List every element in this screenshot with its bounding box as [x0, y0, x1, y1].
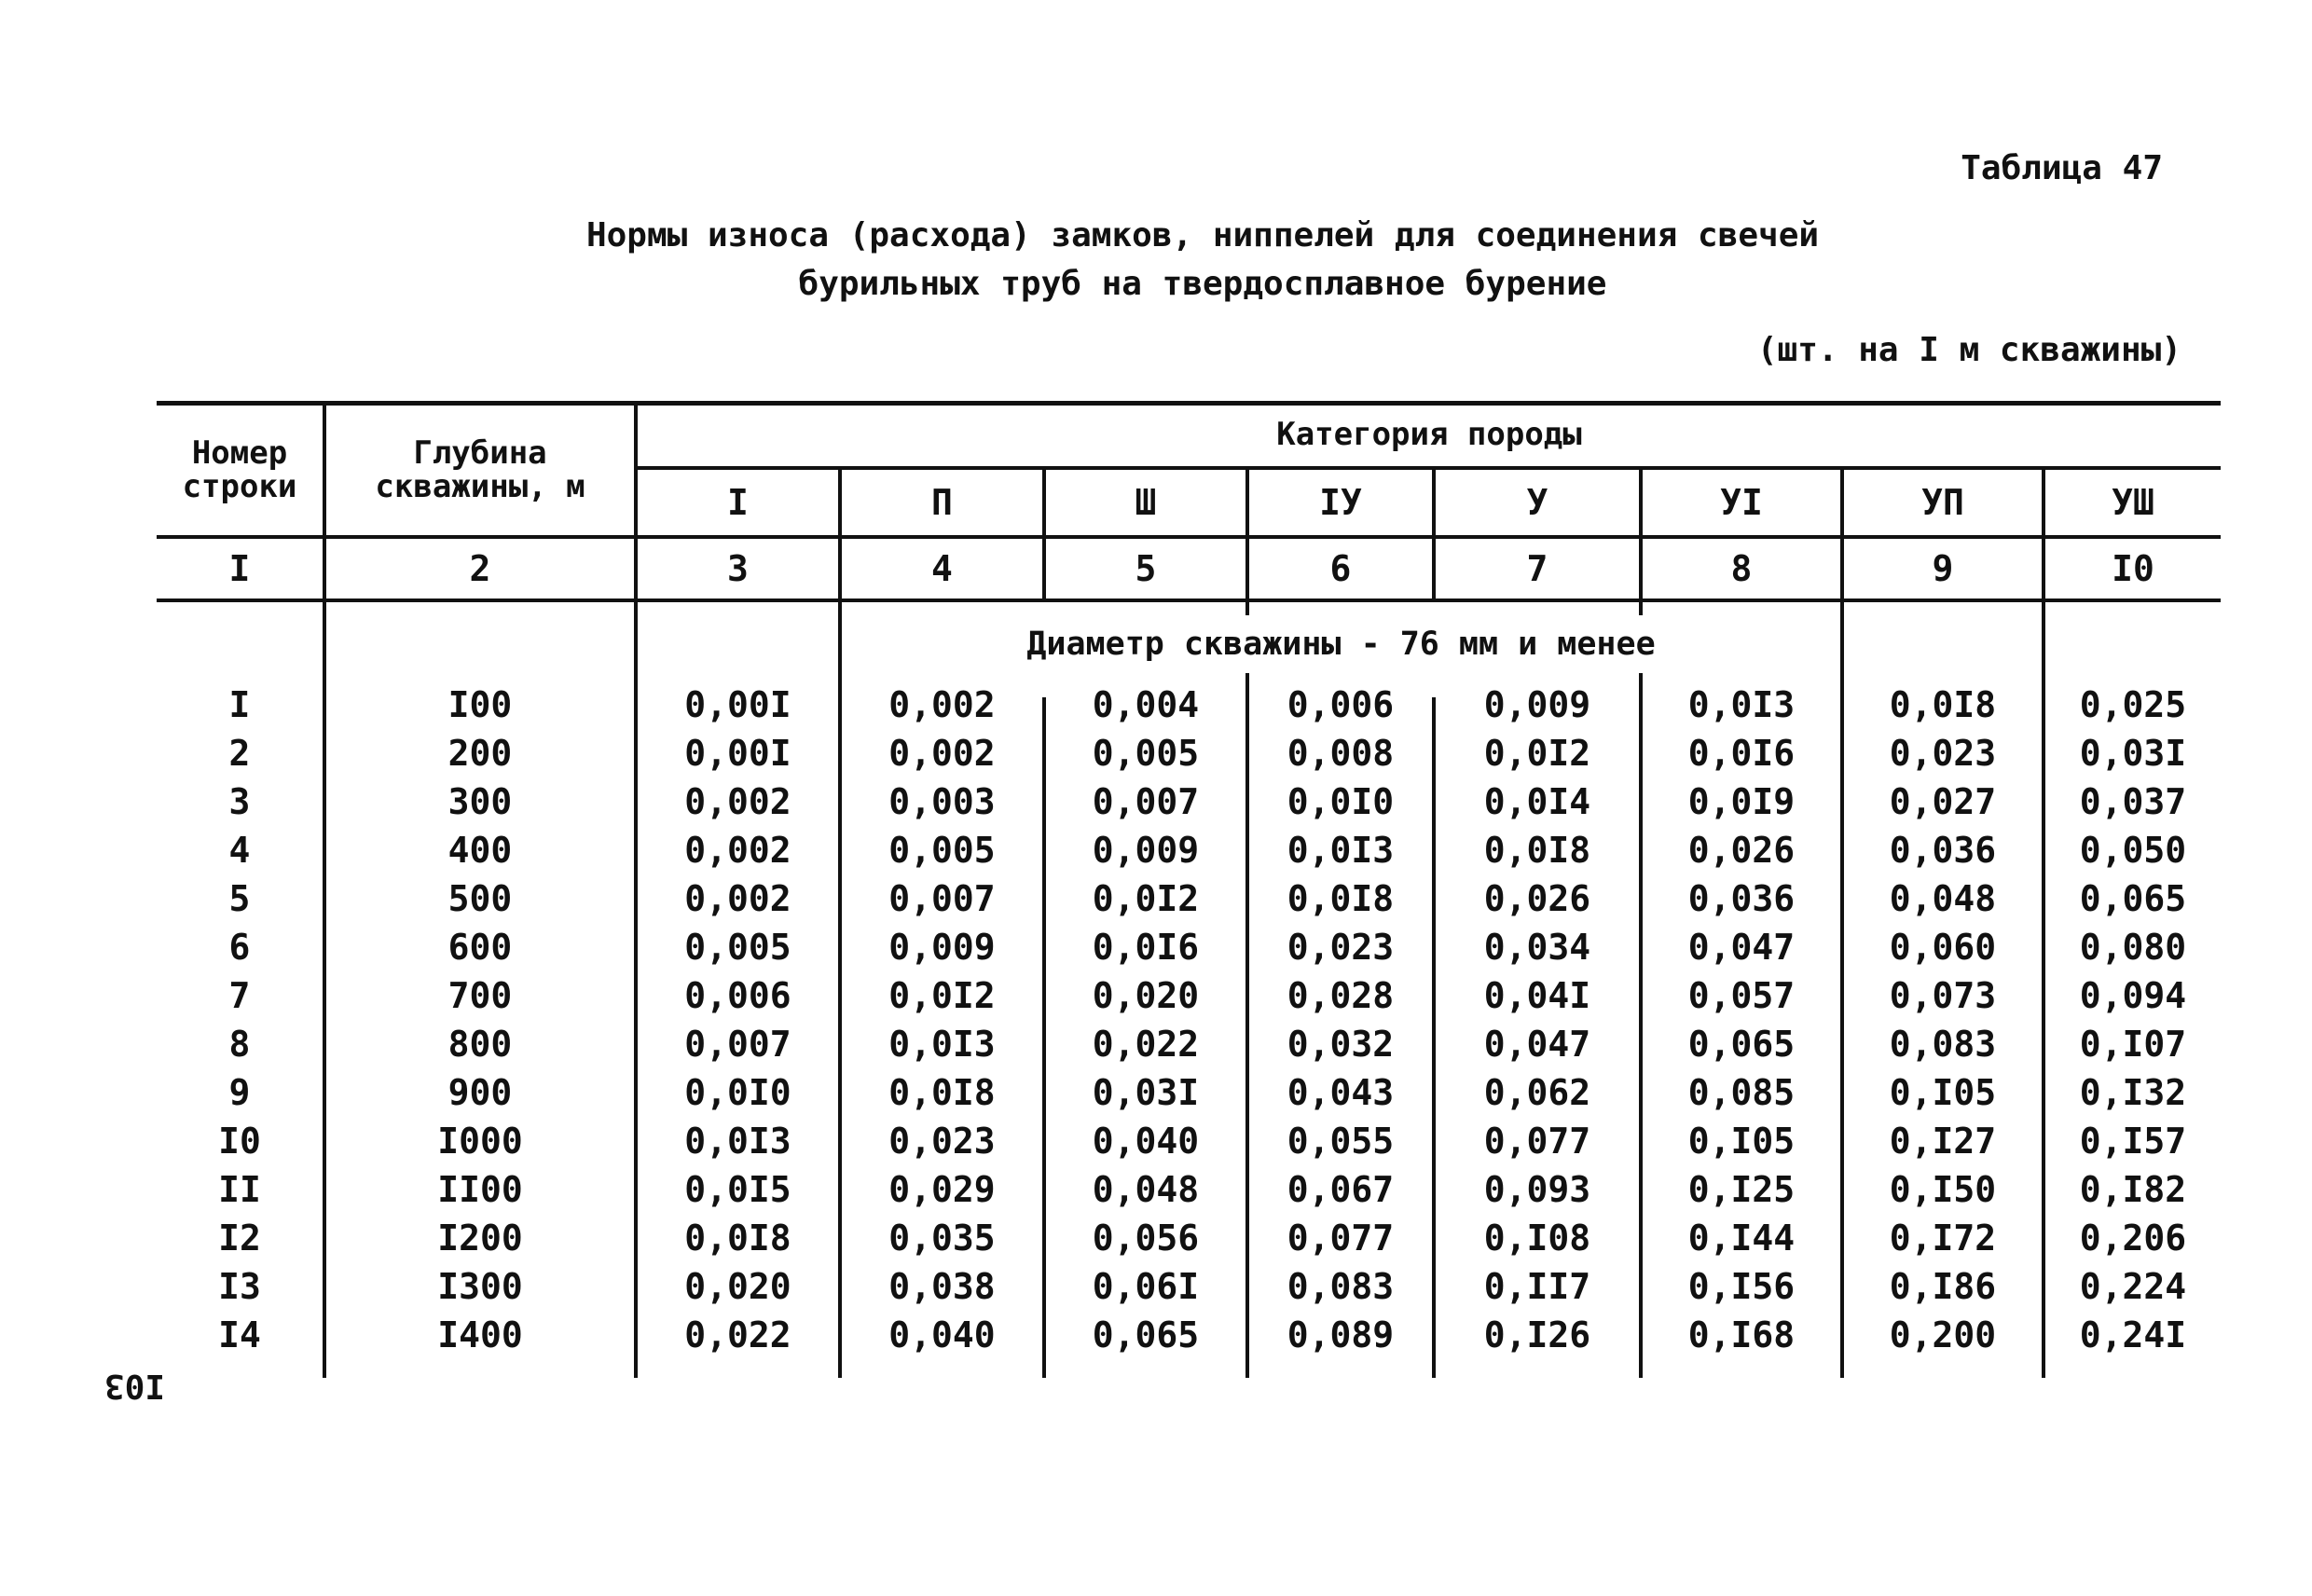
- wear-value-cell: 0,047: [1483, 1024, 1591, 1065]
- wear-value-cell: 0,03I: [2079, 733, 2187, 774]
- wear-value-cell: 0,06I: [1092, 1266, 1200, 1307]
- wear-value-cell: 0,0I2: [888, 975, 996, 1016]
- wear-value-cell: 0,I25: [1687, 1169, 1796, 1210]
- wear-value-cell: 0,I50: [1889, 1169, 1997, 1210]
- rock-category-header: Категория породы: [1276, 416, 1582, 453]
- wear-value-cell: 0,I05: [1687, 1121, 1796, 1162]
- wear-value-cell: 0,043: [1287, 1072, 1395, 1113]
- wear-value-cell: 0,002: [684, 781, 791, 822]
- wear-value-cell: 0,035: [888, 1218, 996, 1259]
- wear-value-cell: 0,0I2: [1092, 878, 1200, 919]
- row-number-cell: 8: [228, 1024, 251, 1065]
- column-number-6: 6: [1329, 548, 1352, 589]
- wear-value-cell: 0,073: [1889, 975, 1997, 1016]
- wear-value-cell: 0,0I3: [684, 1121, 791, 1162]
- wear-value-cell: 0,0I8: [1287, 878, 1395, 919]
- row-number-cell: 6: [228, 927, 251, 968]
- depth-cell: I400: [437, 1314, 523, 1355]
- depth-cell: I00: [447, 684, 513, 725]
- wear-value-cell: 0,026: [1483, 878, 1591, 919]
- wear-value-cell: 0,206: [2079, 1218, 2187, 1259]
- wear-value-cell: 0,055: [1287, 1121, 1395, 1162]
- row-number-cell: II: [218, 1169, 261, 1210]
- wear-value-cell: 0,I56: [1687, 1266, 1796, 1307]
- wear-value-cell: 0,0I3: [1287, 830, 1395, 871]
- depth-cell: 400: [447, 830, 513, 871]
- wear-value-cell: 0,0I6: [1687, 733, 1796, 774]
- wear-value-cell: 0,027: [1889, 781, 1997, 822]
- wear-value-cell: 0,I44: [1687, 1218, 1796, 1259]
- depth-cell: 500: [447, 878, 513, 919]
- wear-value-cell: 0,025: [2079, 684, 2187, 725]
- wear-value-cell: 0,I27: [1889, 1121, 1997, 1162]
- wear-value-cell: 0,007: [888, 878, 996, 919]
- wear-value-cell: 0,048: [1092, 1169, 1200, 1210]
- wear-value-cell: 0,0I8: [684, 1218, 791, 1259]
- wear-value-cell: 0,028: [1287, 975, 1395, 1016]
- row-number-cell: I2: [218, 1218, 261, 1259]
- document-title-line-2: бурильных труб на твердосплавное бурение: [798, 265, 1607, 303]
- wear-value-cell: 0,040: [1092, 1121, 1200, 1162]
- depth-cell: 900: [447, 1072, 513, 1113]
- wear-value-cell: 0,0I5: [684, 1169, 791, 1210]
- depth-header: Глубина скважины, м: [375, 434, 585, 505]
- wear-value-cell: 0,0I2: [1483, 733, 1591, 774]
- wear-value-cell: 0,003: [888, 781, 996, 822]
- row-number-cell: 4: [228, 830, 251, 871]
- wear-value-cell: 0,026: [1687, 830, 1796, 871]
- wear-value-cell: 0,00I: [684, 684, 791, 725]
- wear-value-cell: 0,224: [2079, 1266, 2187, 1307]
- wear-value-cell: 0,002: [888, 733, 996, 774]
- row-number-cell: I: [228, 684, 251, 725]
- wear-value-cell: 0,023: [1889, 733, 1997, 774]
- wear-value-cell: 0,007: [684, 1024, 791, 1065]
- units-note: (шт. на I м скважины): [1756, 331, 2181, 369]
- wear-value-cell: 0,034: [1483, 927, 1591, 968]
- depth-cell: II00: [437, 1169, 523, 1210]
- category-header-viii: УШ: [2112, 482, 2154, 523]
- wear-value-cell: 0,040: [888, 1314, 996, 1355]
- wear-value-cell: 0,005: [888, 830, 996, 871]
- wear-value-cell: 0,002: [684, 830, 791, 871]
- wear-value-cell: 0,065: [1092, 1314, 1200, 1355]
- wear-value-cell: 0,094: [2079, 975, 2187, 1016]
- wear-value-cell: 0,008: [1287, 733, 1395, 774]
- wear-value-cell: 0,009: [1483, 684, 1591, 725]
- page-number: I03: [104, 1367, 166, 1405]
- wear-value-cell: 0,062: [1483, 1072, 1591, 1113]
- wear-value-cell: 0,048: [1889, 878, 1997, 919]
- wear-value-cell: 0,085: [1687, 1072, 1796, 1113]
- column-number-5: 5: [1135, 548, 1157, 589]
- wear-value-cell: 0,056: [1092, 1218, 1200, 1259]
- depth-cell: 200: [447, 733, 513, 774]
- wear-value-cell: 0,036: [1889, 830, 1997, 871]
- category-header-v: У: [1526, 482, 1548, 523]
- wear-value-cell: 0,03I: [1092, 1072, 1200, 1113]
- wear-value-cell: 0,023: [1287, 927, 1395, 968]
- row-number-cell: 5: [228, 878, 251, 919]
- wear-value-cell: 0,0I0: [1287, 781, 1395, 822]
- row-number-cell: 7: [228, 975, 251, 1016]
- wear-value-cell: 0,022: [684, 1314, 791, 1355]
- wear-value-cell: 0,I08: [1483, 1218, 1591, 1259]
- wear-value-cell: 0,II7: [1483, 1266, 1591, 1307]
- wear-value-cell: 0,006: [684, 975, 791, 1016]
- wear-value-cell: 0,0I8: [888, 1072, 996, 1113]
- diameter-section-title: Диаметр скважины - 76 мм и менее: [842, 615, 1840, 673]
- wear-value-cell: 0,002: [888, 684, 996, 725]
- depth-cell: 300: [447, 781, 513, 822]
- wear-value-cell: 0,005: [684, 927, 791, 968]
- wear-value-cell: 0,I26: [1483, 1314, 1591, 1355]
- wear-value-cell: 0,083: [1287, 1266, 1395, 1307]
- row-number-cell: 3: [228, 781, 251, 822]
- wear-value-cell: 0,I86: [1889, 1266, 1997, 1307]
- wear-value-cell: 0,0I8: [1889, 684, 1997, 725]
- wear-value-cell: 0,093: [1483, 1169, 1591, 1210]
- column-number-2: 2: [469, 548, 491, 589]
- depth-cell: 800: [447, 1024, 513, 1065]
- column-number-bottom-border: [157, 598, 2221, 602]
- wear-value-cell: 0,037: [2079, 781, 2187, 822]
- wear-value-cell: 0,089: [1287, 1314, 1395, 1355]
- row-number-cell: I3: [218, 1266, 261, 1307]
- wear-value-cell: 0,0I6: [1092, 927, 1200, 968]
- wear-value-cell: 0,067: [1287, 1169, 1395, 1210]
- wear-value-cell: 0,007: [1092, 781, 1200, 822]
- column-number-9: 9: [1932, 548, 1954, 589]
- wear-value-cell: 0,009: [888, 927, 996, 968]
- wear-norms-table: [157, 401, 2221, 1378]
- wear-value-cell: 0,I72: [1889, 1218, 1997, 1259]
- depth-cell: I000: [437, 1121, 523, 1162]
- wear-value-cell: 0,057: [1687, 975, 1796, 1016]
- row-number-cell: 9: [228, 1072, 251, 1113]
- category-header-iv: IУ: [1319, 482, 1362, 523]
- wear-value-cell: 0,036: [1687, 878, 1796, 919]
- wear-value-cell: 0,00I: [684, 733, 791, 774]
- depth-cell: 600: [447, 927, 513, 968]
- category-header-vi: УI: [1720, 482, 1763, 523]
- row-number-cell: I4: [218, 1314, 261, 1355]
- column-number-8: 8: [1730, 548, 1753, 589]
- depth-cell: I200: [437, 1218, 523, 1259]
- wear-value-cell: 0,I32: [2079, 1072, 2187, 1113]
- wear-value-cell: 0,050: [2079, 830, 2187, 871]
- wear-value-cell: 0,I68: [1687, 1314, 1796, 1355]
- wear-value-cell: 0,020: [684, 1266, 791, 1307]
- category-header-i: I: [727, 482, 749, 523]
- wear-value-cell: 0,24I: [2079, 1314, 2187, 1355]
- category-header-iii: Ш: [1135, 482, 1157, 523]
- wear-value-cell: 0,04I: [1483, 975, 1591, 1016]
- wear-value-cell: 0,0I3: [888, 1024, 996, 1065]
- category-header-ii: П: [931, 482, 953, 523]
- wear-value-cell: 0,023: [888, 1121, 996, 1162]
- wear-value-cell: 0,005: [1092, 733, 1200, 774]
- wear-value-cell: 0,077: [1483, 1121, 1591, 1162]
- wear-value-cell: 0,002: [684, 878, 791, 919]
- column-number-7: 7: [1526, 548, 1548, 589]
- wear-value-cell: 0,004: [1092, 684, 1200, 725]
- wear-value-cell: 0,0I9: [1687, 781, 1796, 822]
- wear-value-cell: 0,I05: [1889, 1072, 1997, 1113]
- document-title-line-1: Нормы износа (расхода) замков, ниппелей для соединения свечей: [585, 216, 1820, 255]
- wear-value-cell: 0,0I4: [1483, 781, 1591, 822]
- wear-value-cell: 0,032: [1287, 1024, 1395, 1065]
- wear-value-cell: 0,0I3: [1687, 684, 1796, 725]
- column-number-3: 3: [727, 548, 749, 589]
- wear-value-cell: 0,077: [1287, 1218, 1395, 1259]
- depth-cell: I300: [437, 1266, 523, 1307]
- wear-value-cell: 0,065: [1687, 1024, 1796, 1065]
- wear-value-cell: 0,080: [2079, 927, 2187, 968]
- wear-value-cell: 0,038: [888, 1266, 996, 1307]
- wear-value-cell: 0,0I8: [1483, 830, 1591, 871]
- wear-value-cell: 0,022: [1092, 1024, 1200, 1065]
- row-number-cell: 2: [228, 733, 251, 774]
- category-header-vii: УП: [1921, 482, 1964, 523]
- table-number: Таблица 47: [1961, 149, 2163, 187]
- column-number-10: I0: [2112, 548, 2154, 589]
- wear-value-cell: 0,009: [1092, 830, 1200, 871]
- wear-value-cell: 0,I57: [2079, 1121, 2187, 1162]
- wear-value-cell: 0,0I0: [684, 1072, 791, 1113]
- wear-value-cell: 0,047: [1687, 927, 1796, 968]
- row-number-cell: I0: [218, 1121, 261, 1162]
- wear-value-cell: 0,006: [1287, 684, 1395, 725]
- wear-value-cell: 0,029: [888, 1169, 996, 1210]
- wear-value-cell: 0,020: [1092, 975, 1200, 1016]
- row-number-header: Номер строки: [182, 434, 297, 505]
- wear-value-cell: 0,060: [1889, 927, 1997, 968]
- wear-value-cell: 0,I82: [2079, 1169, 2187, 1210]
- depth-cell: 700: [447, 975, 513, 1016]
- wear-value-cell: 0,065: [2079, 878, 2187, 919]
- wear-value-cell: 0,I07: [2079, 1024, 2187, 1065]
- wear-value-cell: 0,200: [1889, 1314, 1997, 1355]
- column-number-4: 4: [931, 548, 953, 589]
- column-number-1: I: [228, 548, 251, 589]
- wear-value-cell: 0,083: [1889, 1024, 1997, 1065]
